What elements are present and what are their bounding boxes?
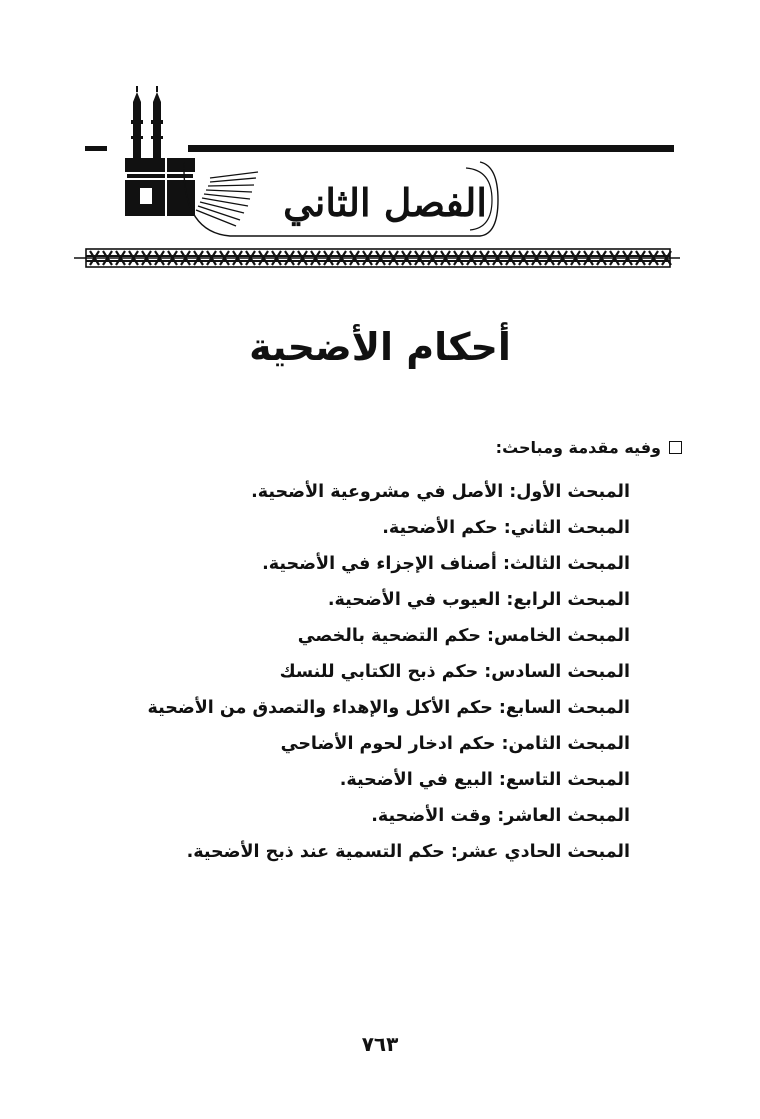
section-text: الأصل في مشروعية الأضحية. — [251, 482, 504, 502]
list-item — [10, 546, 630, 582]
intro-line — [496, 438, 682, 457]
square-bullet-icon — [669, 441, 682, 454]
chapter-label: الفصل الثاني — [283, 179, 487, 225]
section-label: المبحث الرابع: — [506, 590, 630, 610]
section-text: حكم ادخار لحوم الأضاحي — [280, 734, 496, 754]
list-item — [10, 726, 630, 762]
section-label: المبحث التاسع: — [498, 770, 630, 790]
section-text: حكم الأضحية. — [382, 518, 498, 538]
section-label: المبحث السابع: — [498, 698, 630, 718]
sections-list — [10, 474, 630, 870]
section-text: حكم ذبح الكتابي للنسك — [279, 662, 479, 682]
list-item — [10, 582, 630, 618]
section-label: المبحث الثاني: — [503, 518, 630, 538]
section-text: حكم التسمية عند ذبح الأضحية. — [186, 842, 445, 862]
section-text: وقت الأضحية. — [371, 806, 492, 826]
section-label: المبحث السادس: — [484, 662, 630, 682]
intro-text: وفيه مقدمة ومباحث: — [495, 438, 661, 457]
section-label: المبحث الحادي عشر: — [450, 842, 630, 862]
section-text: البيع في الأضحية. — [339, 770, 493, 790]
section-label: المبحث العاشر: — [497, 806, 630, 826]
page-title: أحكام الأضحية — [249, 325, 511, 369]
list-item — [10, 762, 630, 798]
section-text: حكم التضحية بالخصي — [297, 626, 481, 646]
section-text: العيوب في الأضحية. — [327, 590, 501, 610]
section-text: أصناف الإجزاء في الأضحية. — [262, 554, 497, 574]
section-text: حكم الأكل والإهداء والتصدق من الأضحية — [147, 698, 493, 718]
minaret-icon — [131, 86, 163, 160]
list-item — [10, 690, 630, 726]
list-item — [10, 510, 630, 546]
section-label: المبحث الأول: — [509, 482, 630, 502]
list-item — [10, 618, 630, 654]
list-item — [10, 654, 630, 690]
section-label: المبحث الثامن: — [501, 734, 630, 754]
chapter-header-ornament — [0, 0, 760, 280]
page-number: ٧٦٣ — [361, 1032, 399, 1056]
section-label: المبحث الثالث: — [502, 554, 630, 574]
list-item — [10, 798, 630, 834]
list-item — [10, 474, 630, 510]
list-item — [10, 834, 630, 870]
section-label: المبحث الخامس: — [487, 626, 630, 646]
